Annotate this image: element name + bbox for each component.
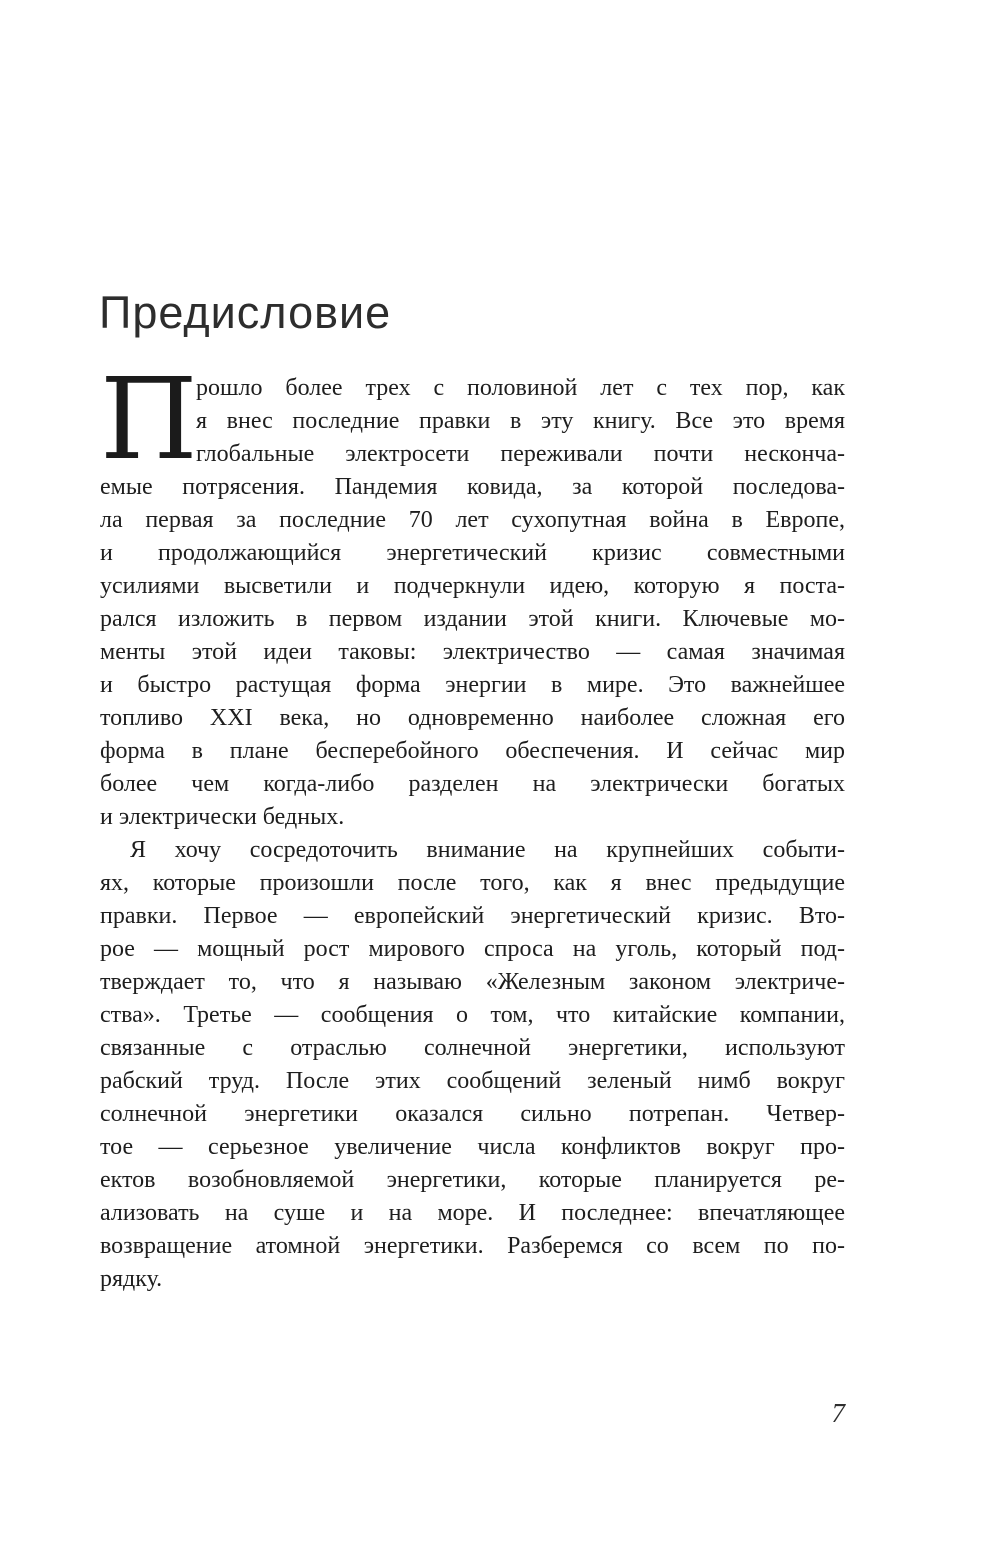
text-line: и электрически бедных. <box>100 804 345 830</box>
paragraph <box>100 355 845 834</box>
page-title: Предисловие <box>99 287 392 339</box>
text-line: рался изложить в первом издании этой книги. Ключевые мо- <box>100 606 845 632</box>
text-line: солнечной энергетики оказался сильно потрепан. Четвер- <box>100 1101 845 1127</box>
text-line: более чем когда-либо разделен на электрически богатых <box>100 771 845 797</box>
text-line: и продолжающийся энергетический кризис совместными <box>100 540 845 566</box>
body-text <box>100 355 845 1296</box>
text-line: связанные с отраслью солнечной энергетики, используют <box>100 1035 845 1061</box>
text-line: возвращение атомной энергетики. Разберемся со всем по по- <box>100 1233 845 1259</box>
text-line: менты этой идеи таковы: электричество — самая значимая <box>100 639 845 665</box>
drop-cap: П <box>100 355 198 485</box>
text-line: форма в плане бесперебойного обеспечения. И сейчас мир <box>100 738 845 764</box>
text-line: ла первая за последние 70 лет сухопутная война в Европе, <box>100 507 845 533</box>
text-line: рошло более трех с половиной лет с тех пор, как <box>196 375 845 401</box>
text-line: усилиями высветили и подчеркнули идею, которую я поста- <box>100 573 845 599</box>
paragraph <box>100 834 845 1296</box>
text-line: ях, которые произошли после того, как я внес предыдущие <box>100 870 845 896</box>
page-number: 7 <box>831 1398 845 1428</box>
text-line: рое — мощный рост мирового спроса на уголь, который под- <box>100 936 845 962</box>
text-line: рядку. <box>100 1266 163 1292</box>
text-line: правки. Первое — европейский энергетический кризис. Вто- <box>100 903 845 929</box>
text-line: и быстро растущая форма энергии в мире. Это важнейшее <box>100 672 845 698</box>
text-line: я внес последние правки в эту книгу. Все это время <box>196 408 845 434</box>
text-line: топливо XXI века, но одновременно наиболее сложная его <box>100 705 845 731</box>
text-line: рабский труд. После этих сообщений зеленый нимб вокруг <box>100 1068 845 1094</box>
text-line: ектов возобновляемой энергетики, которые планируется ре- <box>100 1167 845 1193</box>
text-line: глобальные электросети переживали почти несконча- <box>196 441 845 467</box>
text-line: тверждает то, что я называю «Железным законом электриче- <box>100 969 845 995</box>
text-line: Я хочу сосредоточить внимание на крупнейших событи- <box>130 837 845 863</box>
text-line: ализовать на суше и на море. И последнее: впечатляющее <box>100 1200 845 1226</box>
text-line: емые потрясения. Пандемия ковида, за которой последова- <box>100 474 845 500</box>
text-line: ства». Третье — сообщения о том, что китайские компании, <box>100 1002 845 1028</box>
text-line: тое — серьезное увеличение числа конфликтов вокруг про- <box>100 1134 845 1160</box>
